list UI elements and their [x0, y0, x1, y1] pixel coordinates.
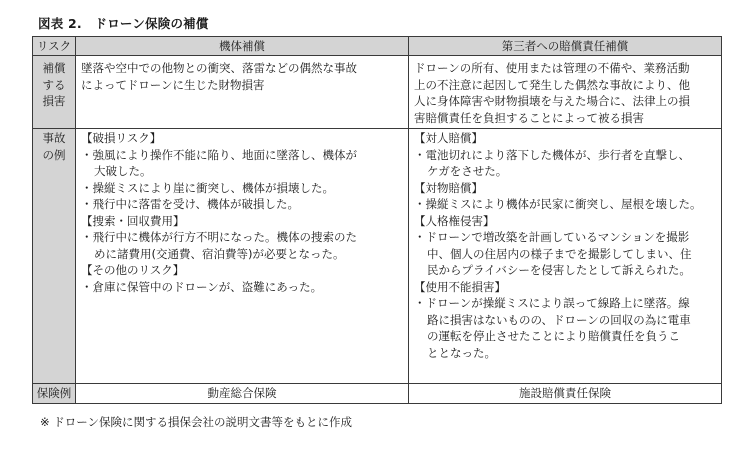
coverage-row: [33, 56, 722, 129]
row-label-coverage: [33, 56, 76, 129]
example-line: 【捜索・回収費用】: [81, 213, 185, 228]
insurance-liability: 施設賠償責任保険: [409, 384, 722, 404]
example-line: ・飛行中に落雷を受け、機体が破損した。: [81, 197, 300, 211]
example-line: 民からプライバシーを侵害したとして訴えられた。: [427, 263, 691, 277]
text-line: 墜落や空中での他物との衝突、落雷などの偶然な事故: [81, 61, 357, 75]
insurance-row: [33, 384, 722, 404]
example-line: ・強風により操作不能に陥り、地面に墜落し、機体が: [81, 147, 357, 162]
example-line: 路に損害はないものの、ドローンの回収の為に電車: [427, 312, 691, 327]
row-label-line: する: [42, 77, 66, 92]
coverage-property-cell: [76, 56, 409, 129]
examples-property-list: [76, 129, 408, 297]
example-line: 大破した。: [94, 164, 152, 178]
examples-property-cell: [76, 129, 409, 384]
row-label-insurance: 保険例: [33, 384, 76, 404]
text-line: ドローンの所有、使用または管理の不備や、業務活動: [414, 61, 690, 75]
coverage-liability-cell: [409, 56, 722, 129]
example-line: 【破損リスク】: [81, 131, 162, 145]
example-line: ・ドローンで増改築を計画しているマンションを撮影: [414, 230, 690, 244]
example-line: ・操縦ミスにより機体が民家に衝突し、屋根を壊した。: [414, 197, 702, 211]
text-line: によってドローンに生じた財物損害: [81, 77, 265, 92]
row-label-line: 補償: [42, 61, 66, 75]
example-line: 【使用不能損害】: [414, 279, 506, 294]
row-label-line: 事故: [42, 131, 66, 145]
text-line: 害賠償責任を負担することによって被る損害: [414, 110, 644, 125]
insurance-property: 動産総合保険: [76, 384, 409, 404]
coverage-table: [32, 36, 722, 404]
row-label-examples: [33, 129, 76, 384]
example-line: ケガをさせた。: [427, 164, 508, 178]
row-label-line: の例: [42, 147, 66, 162]
example-line: 【人格権侵害】: [414, 213, 495, 228]
examples-liability-cell: [409, 129, 722, 384]
row-label-line: 損害: [42, 94, 66, 108]
footnote: ※ ドローン保険に関する損保会社の説明文書等をもとに作成: [40, 415, 353, 429]
example-line: ・ドローンが操縦ミスにより誤って線路上に墜落。線: [414, 296, 690, 310]
header-risk: リスク: [33, 37, 76, 56]
example-line: ・倉庫に保管中のドローンが、盗難にあった。: [81, 279, 323, 294]
header-liability-coverage: 第三者への賠償責任補償: [409, 37, 722, 56]
figure-title: 図表 2. ドローン保険の補償: [38, 16, 209, 31]
example-line: 【対物賠償】: [414, 180, 483, 195]
example-line: ととなった。: [427, 345, 496, 360]
text-line: 人に身体障害や財物損壊を与えた場合に、法律上の損: [414, 94, 690, 108]
text-line: 上の不注意に起因して発生した偶然な事故により、他: [414, 77, 690, 92]
example-line: 【対人賠償】: [414, 131, 483, 145]
example-line: 【その他のリスク】: [81, 263, 185, 277]
example-line: ・飛行中に機体が行方不明になった。機体の捜索のた: [81, 230, 357, 244]
example-line: ・電池切れにより落下した機体が、歩行者を直撃し、: [414, 147, 690, 162]
example-line: ・操縦ミスにより崖に衝突し、機体が損壊した。: [81, 180, 334, 195]
header-property-coverage: 機体補償: [76, 37, 409, 56]
example-line: 中、個人の住居内の様子までを撮影してしまい、住: [427, 246, 692, 261]
examples-row: [33, 129, 722, 384]
examples-liability-list: [409, 129, 721, 363]
example-line: の運転を停止させたことにより賠償責任を負うこ: [427, 329, 680, 343]
example-line: めに諸費用(交通費、宿泊費等)が必要となった。: [94, 246, 345, 261]
table-header-row: [33, 37, 722, 56]
